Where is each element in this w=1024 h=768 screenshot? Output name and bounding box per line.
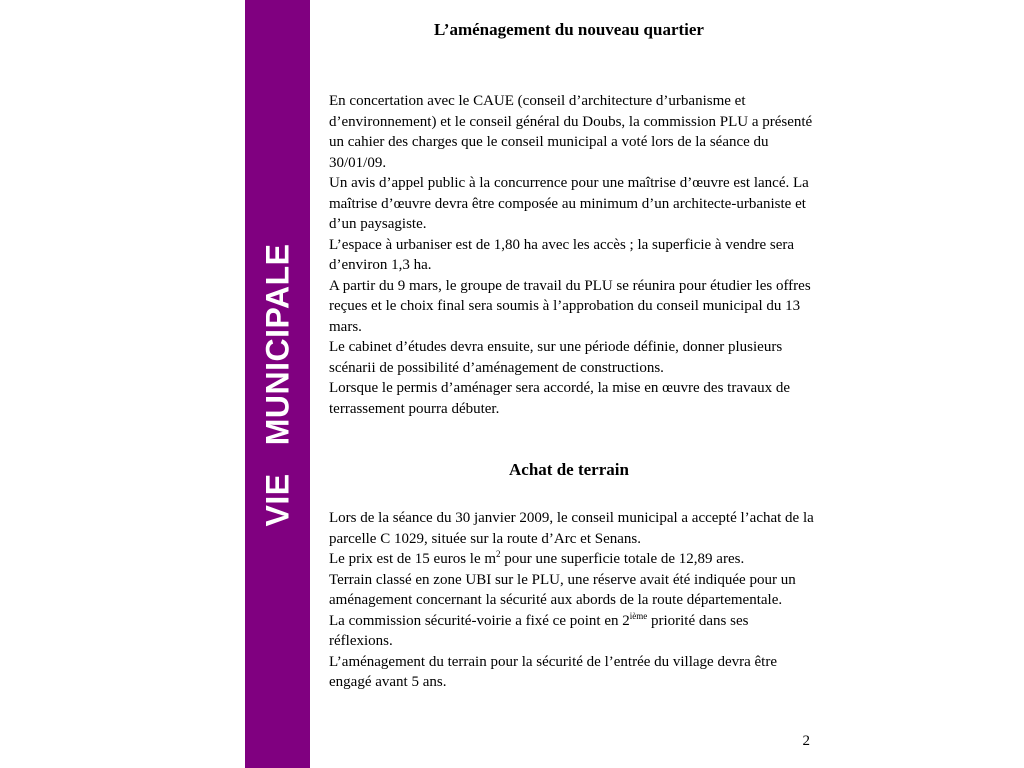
- section-body-amenagement: [329, 91, 815, 419]
- sidebar-band: [245, 0, 310, 768]
- section-title-amenagement: L’aménagement du nouveau quartier: [434, 20, 704, 39]
- paragraph: Le cabinet d’études devra ensuite, sur une période définie, donner plusieurs scénarii de possibilité d’aménagement de constructions.: [329, 339, 783, 376]
- paragraph-priority: [329, 611, 815, 652]
- paragraph: L’aménagement du terrain pour la sécurité de l’entrée du village devra être engagé avant 5 ans.: [329, 653, 777, 690]
- page-number: 2: [802, 733, 810, 749]
- paragraph: Un avis d’appel public à la concurrence pour une maîtrise d’œuvre est lancé. La maîtrise d’œuvre devra être composée au minimum d’un architecte-urbaniste et d’un paysagiste.: [329, 175, 809, 232]
- superscript: ième: [629, 610, 648, 621]
- section-body-achat-terrain: [329, 508, 815, 693]
- paragraph: En concertation avec le CAUE (conseil d’architecture d’urbanisme et d’environnement) et le conseil général du Doubs, la commission PLU a présenté un cahier des charges que le conseil municipal a voté lors de la séance du 30/01/09.: [329, 93, 813, 171]
- superscript: 2: [496, 549, 501, 559]
- text-run: priorité dans ses réflexions.: [329, 612, 749, 649]
- text-run: La commission sécurité-voirie a fixé ce point en 2: [329, 612, 630, 629]
- text-run: pour une superficie totale de 12,89 ares.: [500, 551, 745, 567]
- paragraph: A partir du 9 mars, le groupe de travail du PLU se réunira pour étudier les offres reçues et le choix final sera soumis à l’approbation du conseil municipal du 13 mars.: [329, 277, 811, 335]
- paragraph: L’espace à urbaniser est de 1,80 ha avec les accès ; la superficie à vendre sera d’environ 1,3 ha.: [329, 236, 795, 273]
- section-title-achat-terrain: Achat de terrain: [509, 460, 629, 479]
- paragraph: Lors de la séance du 30 janvier 2009, le conseil municipal a accepté l’achat de la parcelle C 1029, située sur la route d’Arc et Senans.: [329, 510, 814, 547]
- paragraph: Terrain classé en zone UBI sur le PLU, une réserve avait été indiquée pour un aménagement concernant la sécurité aux abords de la route départementale.: [329, 571, 796, 608]
- text-run: Le prix est de 15 euros le m: [329, 551, 497, 567]
- paragraph: Lorsque le permis d’aménager sera accordé, la mise en œuvre des travaux de terrassement pourra débuter.: [329, 380, 791, 417]
- sidebar-title: VIE MUNICIPALE: [259, 243, 295, 527]
- paragraph-price: [329, 549, 815, 570]
